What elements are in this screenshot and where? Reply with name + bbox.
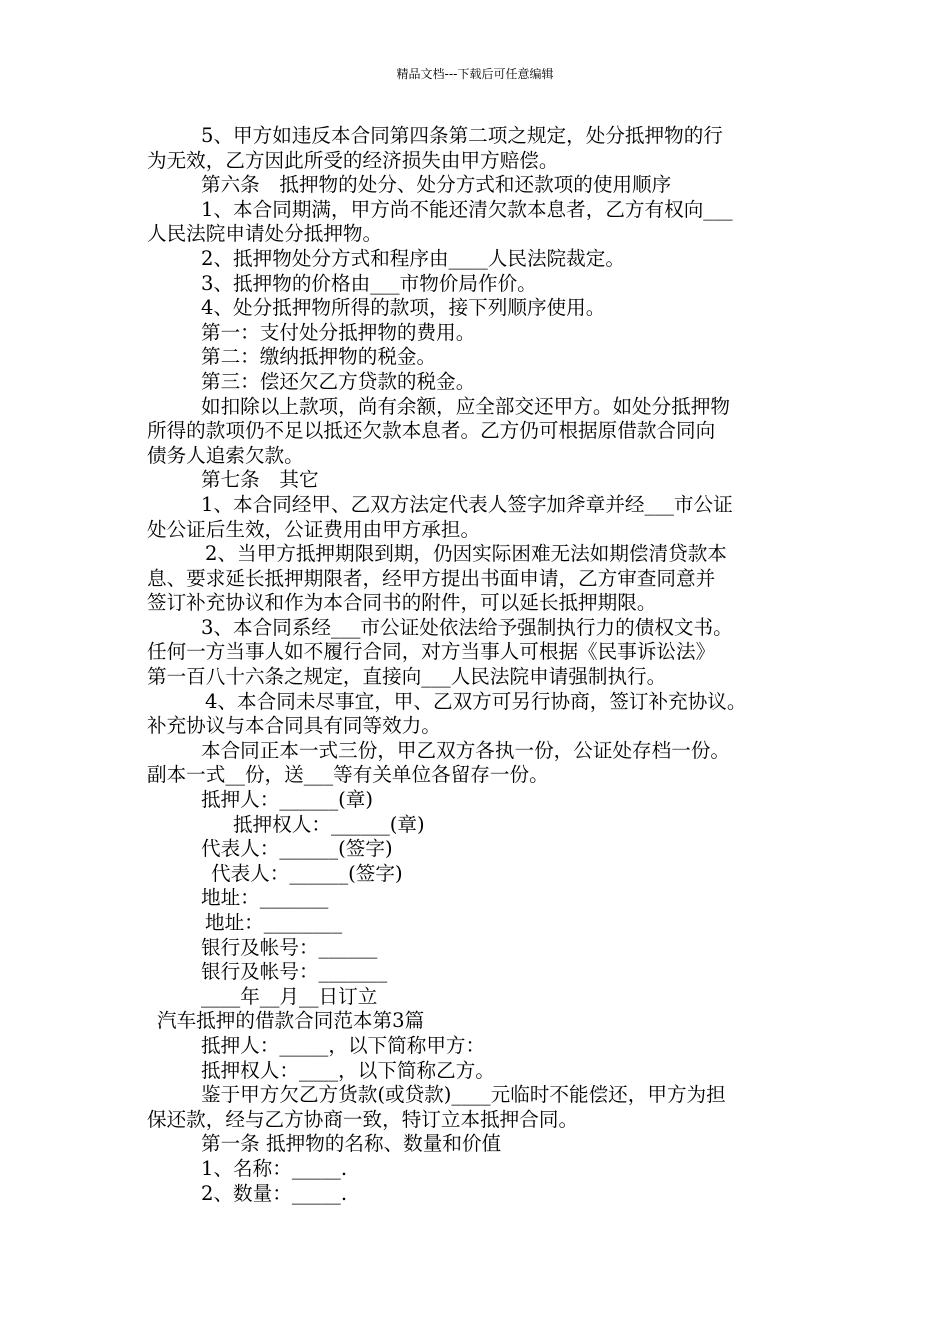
text-line: 1、本合同经甲、乙双方法定代表人签字加斧章并经___市公证 [201,492,733,516]
text-line: 处公证后生效，公证费用由甲方承担。 [147,517,481,541]
text-line: 1、名称：_____. [201,1156,348,1180]
text-line: 如扣除以上款项，尚有余额，应全部交还甲方。如处分抵押物 [201,394,731,418]
text-line: 所得的款项仍不足以抵还欠款本息者。乙方仍可根据原借款合同向 [147,419,716,443]
text-line: 第一：支付处分抵押物的费用。 [201,320,476,344]
text-line: 5、甲方如违反本合同第四条第二项之规定，处分抵押物的行 [201,124,723,147]
text-line: 本合同正本一式三份，甲乙双方各执一份，公证处存档一份。 [201,738,731,762]
text-line: 3、抵押物的价格由___市物价局作价。 [201,271,537,295]
text-line: 补充协议与本合同具有同等效力。 [147,714,441,738]
text-line: 4、本合同未尽事宜，甲、乙双方可另行协商，签订补充协议。 [205,689,747,713]
signature-field: 代表人：______(签字) [201,837,393,861]
text-line: 为无效，乙方因此所受的经济损失由甲方赔偿。 [147,148,559,172]
text-line: 签订补充协议和作为本合同书的附件，可以延长抵押期限。 [147,591,657,615]
signature-field: 地址：________ [205,911,343,934]
text-line: 任何一方当事人如不履行合同，对方当事人可根据《民事诉讼法》 [147,640,716,664]
date-line: ____年__月__日订立 [201,984,378,1008]
text-line: 息、要求延长抵押期限者，经甲方提出书面申请，乙方审查同意并 [147,566,716,590]
text-line: 2、数量：_____. [201,1181,348,1205]
section-heading: 第一条 抵押物的名称、数量和价值 [201,1132,502,1156]
text-line: 第三：偿还欠乙方贷款的税金。 [201,369,476,393]
text-line: 第一百八十六条之规定，直接向___人民法院申请强制执行。 [147,665,667,689]
page-header: 精品文档---下载后可任意编辑 [396,67,554,81]
text-line: 债务人追索欠款。 [147,443,304,467]
signature-field: 抵押权人：______(章) [233,812,425,836]
text-line: 2、当甲方抵押期限到期，仍因实际困难无法如期偿清贷款本 [205,542,727,566]
signature-field: 地址：_______ [201,886,329,910]
section-heading: 第七条 其它 [201,468,319,492]
text-line: 人民法院申请处分抵押物。 [147,222,383,246]
signature-field: 银行及帐号：_______ [201,960,388,984]
text-line: 3、本合同系经___市公证处依法给予强制执行力的债权文书。 [201,615,733,639]
text-line: 鉴于甲方欠乙方货款(或贷款)____元临时不能偿还，甲方为担 [201,1083,726,1107]
text-line: 4、处分抵押物所得的款项，接下列顺序使用。 [201,296,606,320]
text-line: 第二：缴纳抵押物的税金。 [201,345,437,369]
document-body [147,124,827,1206]
text-line: 1、本合同期满，甲方尚不能还清欠款本息者，乙方有权向___ [201,197,733,221]
text-line: 保还款，经与乙方协商一致，特订立本抵押合同。 [147,1107,579,1131]
text-line: 抵押权人：____，以下简称乙方。 [201,1058,495,1082]
text-line: 2、抵押物处分方式和程序由____人民法院裁定。 [201,246,625,270]
signature-field: 银行及帐号：______ [201,935,378,959]
text-line: 副本一式__份，送___等有关单位各留存一份。 [147,763,549,787]
document-title: 汽车抵押的借款合同范本第3篇 [157,1009,425,1033]
signature-field: 抵押人：______(章) [201,788,374,812]
text-line: 抵押人：_____，以下简称甲方： [201,1033,486,1057]
signature-field: 代表人：______(签字) [211,861,403,885]
section-heading: 第六条 抵押物的处分、处分方式和还款项的使用顺序 [201,173,672,197]
